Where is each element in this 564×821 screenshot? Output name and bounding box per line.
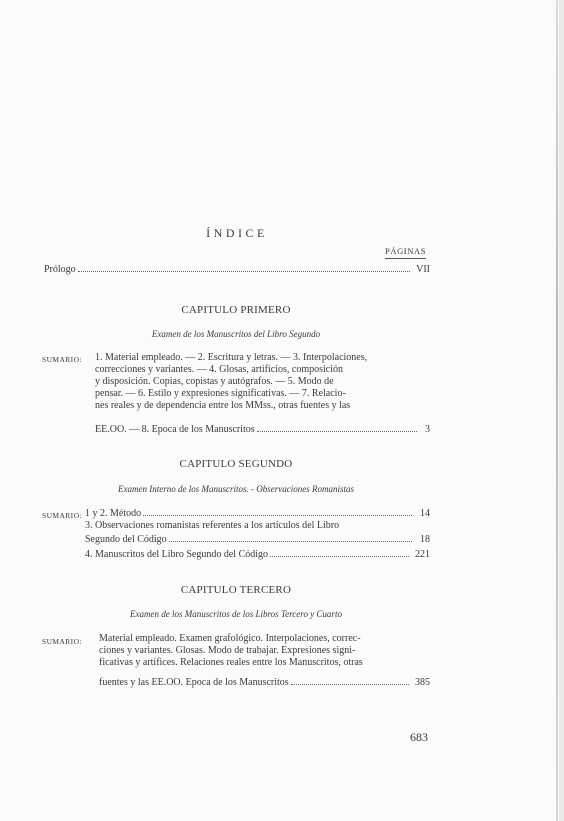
- chapter-3-sumario-label: SUMARIO:: [42, 637, 82, 646]
- leader-dots: [291, 684, 409, 685]
- leader-dots: [78, 271, 410, 272]
- leader-dots: [257, 431, 417, 432]
- page-edge-shadow: [559, 0, 564, 821]
- page-edge-line: [556, 0, 558, 821]
- chapter-2-entry: [85, 520, 339, 532]
- entry-text: 1 y 2. Método: [85, 508, 142, 519]
- leader-dots: [169, 541, 412, 542]
- summary-line: fuentes y las EE.OO. Epoca de los Manuscritos: [99, 677, 289, 688]
- summary-line: 1. Material empleado. — 2. Escritura y letras. — 3. Interpolaciones,: [95, 352, 368, 363]
- chapter-3-summary: [99, 633, 363, 669]
- chapter-2-entry: [85, 534, 430, 546]
- chapter-3-title: CAPITULO TERCERO: [180, 584, 292, 596]
- pages-column-label: PÁGINAS: [385, 246, 426, 259]
- summary-line: Material empleado. Examen grafológico. Interpolaciones, correc-: [99, 633, 361, 644]
- summary-line: pensar. — 6. Estilo y expresiones significativas. — 7. Relacio-: [95, 388, 346, 399]
- prologo-row: [44, 264, 430, 276]
- leader-dots: [143, 515, 412, 516]
- chapter-3-subtitle: Examen de los Manuscritos de los Libros Tercero y Cuarto: [130, 609, 342, 619]
- summary-line: correcciones y variantes. — 4. Glosas, artificios, composición: [95, 364, 343, 375]
- chapter-3-last-row: [99, 677, 430, 689]
- summary-line: y disposición. Copias, copistas y autógrafos. — 5. Modo de: [95, 376, 334, 387]
- prologo-page: VII: [416, 264, 430, 275]
- entry-page: 14: [420, 508, 430, 519]
- chapter-1-subtitle: Examen de los Manuscritos del Libro Segundo: [151, 329, 321, 339]
- chapter-1-title: CAPITULO PRIMERO: [181, 304, 291, 316]
- chapter-3-page: 385: [415, 677, 430, 688]
- chapter-1-summary: [95, 352, 367, 412]
- prologo-label: Prólogo: [44, 264, 76, 275]
- entry-text: 3. Observaciones romanistas referentes a los artículos del Libro: [85, 520, 340, 531]
- summary-line: ciones y variantes. Glosas. Modo de trabajar. Expresiones signi-: [99, 645, 356, 656]
- summary-line: nes reales y de dependencia entre los MMss., otras fuentes y las: [95, 400, 351, 411]
- leader-dots: [270, 556, 409, 557]
- chapter-1-page: 3: [425, 424, 430, 435]
- entry-page: 18: [420, 534, 430, 545]
- chapter-1-last-row: [95, 424, 430, 436]
- page-number: 683: [410, 730, 428, 744]
- summary-line: ficativas y artifices. Relaciones reales entre los Manuscritos, otras: [99, 657, 363, 668]
- chapter-2-subtitle: Examen Interno de los Manuscritos. - Observaciones Romanistas: [118, 484, 354, 494]
- index-heading: ÍNDICE: [206, 226, 268, 240]
- entry-text: Segundo del Código: [85, 534, 167, 545]
- chapter-1-sumario-label: SUMARIO:: [42, 355, 82, 364]
- chapter-2-entry: [85, 508, 430, 520]
- chapter-2-title: CAPITULO SEGUNDO: [179, 458, 293, 470]
- entry-page: 221: [415, 549, 430, 560]
- chapter-2-sumario-label: SUMARIO:: [42, 511, 82, 520]
- summary-line: EE.OO. — 8. Epoca de los Manuscritos: [95, 424, 255, 435]
- chapter-2-entry: [85, 549, 430, 561]
- entry-text: 4. Manuscritos del Libro Segundo del Código: [85, 549, 269, 560]
